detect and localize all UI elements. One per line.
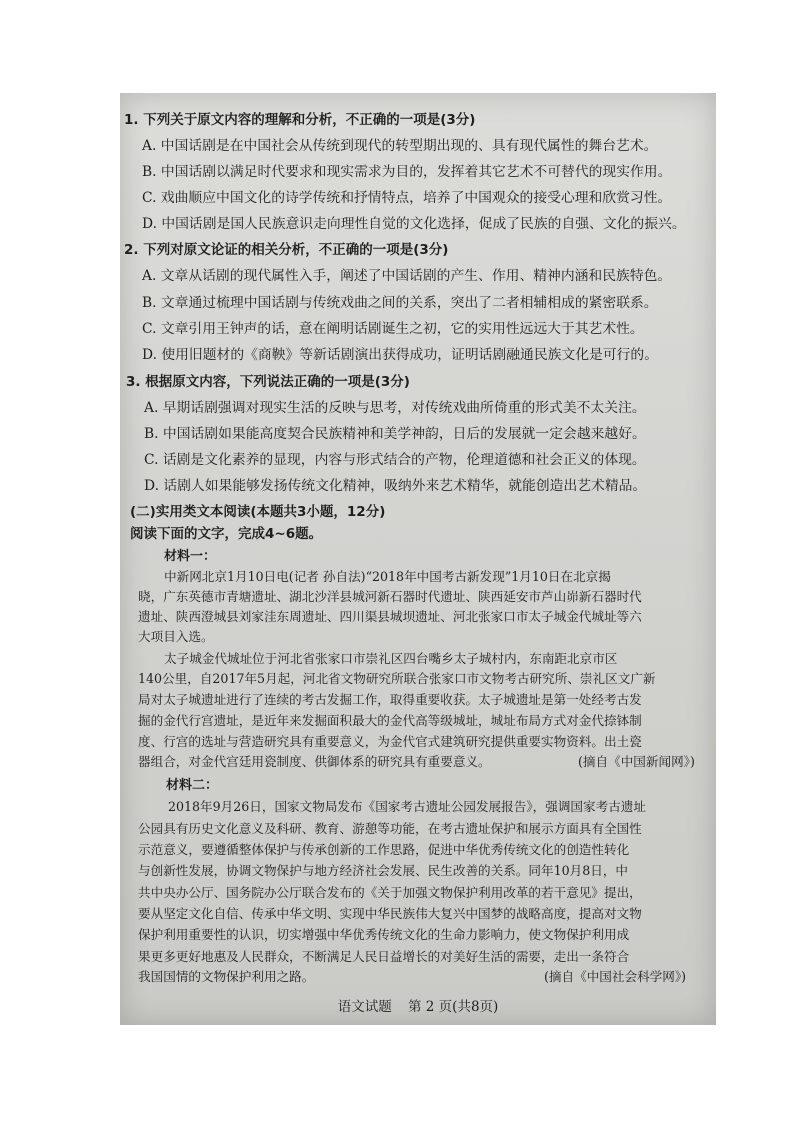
material-1-line: 中新网北京1月10日电(记者 孙自法)“2018年中国考古新发现”1月10日在北京揭 — [164, 569, 611, 584]
question-2-option-d: D. 使用旧题材的《商鞅》等新话剧演出获得成功，证明话剧融通民族文化是可行的。 — [142, 347, 659, 363]
material-1-line: 晓，广东英德市青塘遗址、湖北沙洋县城河新石器时代遗址、陕西延安市芦山峁新石器时代 — [138, 589, 642, 604]
material-1-line: 局对太子城遗址进行了连续的考古发掘工作，取得重要收获。太子城遗址是第一处经考古发 — [138, 692, 642, 707]
question-3-option-c: C. 话剧是文化素养的显现，内容与形式结合的产物，伦理道德和社会正义的体现。 — [144, 452, 646, 468]
material-2-line: 公园具有历史文化意义及科研、教育、游憩等功能，在考古遗址保护和展示方面具有全国性 — [138, 821, 642, 836]
material-2-source: (摘自《中国社会科学网》) — [544, 969, 687, 984]
material-1-line: 器组合，对金代宫廷用瓷制度、供御体系的研究具有重要意义。 — [138, 754, 491, 769]
question-1-option-d: D. 中国话剧是国人民族意识走向理性自觉的文化选择，促成了民族的自强、文化的振兴。 — [142, 216, 686, 232]
material-2-line: 共中央办公厅、国务院办公厅联合发布的《关于加强文物保护利用改革的若干意见》提出， — [138, 885, 642, 900]
section-heading: (二)实用类文本阅读(本题共3小题，12分) — [130, 504, 386, 520]
question-1-option-b: B. 中国话剧以满足时代要求和现实需求为目的，发挥着其它艺术不可替代的现实作用。 — [142, 164, 672, 180]
question-3-stem: 3. 根据原文内容，下列说法正确的一项是(3分) — [126, 374, 410, 390]
material-2-label: 材料二： — [166, 778, 219, 793]
exam-page — [120, 93, 716, 1025]
page-content — [120, 93, 716, 1025]
reading-instruction: 阅读下面的文字，完成4~6题。 — [130, 526, 323, 542]
material-2-line: 我国国情的文物保护利用之路。 — [138, 969, 315, 984]
material-1-line: 掘的金代行宫遗址，是近年来发掘面积最大的金代高等级城址，城址布局方式对金代捺钵制 — [138, 713, 642, 728]
material-1-line: 度、行宫的选址与营造研究具有重要意义，为金代官式建筑研究提供重要实物资料。出土瓷 — [138, 734, 642, 749]
material-2-line: 要从坚定文化自信、传承中华文明、实现中华民族伟大复兴中国梦的战略高度，提高对文物 — [138, 906, 642, 921]
question-2-option-a: A. 文章从话剧的现代属性入手，阐述了中国话剧的产生、作用、精神内涵和民族特色。 — [142, 268, 672, 284]
material-2-line: 2018年9月26日，国家文物局发布《国家考古遗址公园发展报告》，强调国家考古遗址 — [168, 799, 646, 814]
question-2-stem: 2. 下列对原文论证的相关分析，不正确的一项是(3分) — [124, 242, 449, 258]
material-1-line: 太子城金代城址位于河北省张家口市崇礼区四台嘴乡太子城村内，东南距北京市区 — [164, 651, 618, 666]
material-1-label: 材料一： — [164, 549, 217, 564]
material-1-line: 140公里，自2017年5月起，河北省文物研究所联合张家口市文物考古研究所、崇礼区文广新 — [138, 671, 656, 686]
question-2-option-b: B. 文章通过梳理中国话剧与传统戏曲之间的关系，突出了二者相辅相成的紧密联系。 — [142, 295, 658, 311]
question-1-option-a: A. 中国话剧是在中国社会从传统到现代的转型期出现的、具有现代属性的舞台艺术。 — [142, 138, 658, 154]
material-1-source: (摘自《中国新闻网》) — [578, 754, 695, 769]
question-3-option-b: B. 中国话剧如果能高度契合民族精神和美学神韵，日后的发展就一定会越来越好。 — [144, 426, 646, 442]
question-1-option-c: C. 戏曲顺应中国文化的诗学传统和抒情特点，培养了中国观众的接受心理和欣赏习性。 — [142, 190, 672, 206]
page-footer — [120, 995, 716, 1015]
material-2-line: 保护利用重要性的认识，切实增强中华优秀传统文化的生命力影响力，使文物保护利用成 — [138, 927, 630, 942]
material-1-line: 大项目入选。 — [138, 629, 214, 644]
question-1-stem: 1. 下列关于原文内容的理解和分析，不正确的一项是(3分) — [124, 112, 476, 128]
question-3-option-a: A. 早期话剧强调对现实生活的反映与思考，对传统戏曲所倚重的形式美不太关注。 — [144, 400, 646, 416]
footer-page-number: 第 2 页(共8页) — [408, 999, 499, 1015]
material-2-line: 与创新性发展，协调文物保护与地方经济社会发展、民生改善的关系。同年10月8日，中 — [138, 863, 629, 878]
material-2-line: 果更多更好地惠及人民群众，不断满足人民日益增长的对美好生活的需要，走出一条符合 — [138, 949, 630, 964]
footer-subject: 语文试题 — [337, 999, 392, 1015]
material-1-line: 遗址、陕西澄城县刘家洼东周遗址、四川渠县城坝遗址、河北张家口市太子城金代城址等六 — [138, 609, 642, 624]
question-2-option-c: C. 文章引用王钟声的话，意在阐明话剧诞生之初，它的实用性远远大于其艺术性。 — [142, 321, 644, 337]
material-2-line: 示范意义，要遵循整体保护与传承创新的工作思路，促进中华优秀传统文化的创造性转化 — [138, 842, 630, 857]
question-3-option-d: D. 话剧人如果能够发扬传统文化精神，吸纳外来艺术精华，就能创造出艺术精品。 — [144, 478, 647, 494]
